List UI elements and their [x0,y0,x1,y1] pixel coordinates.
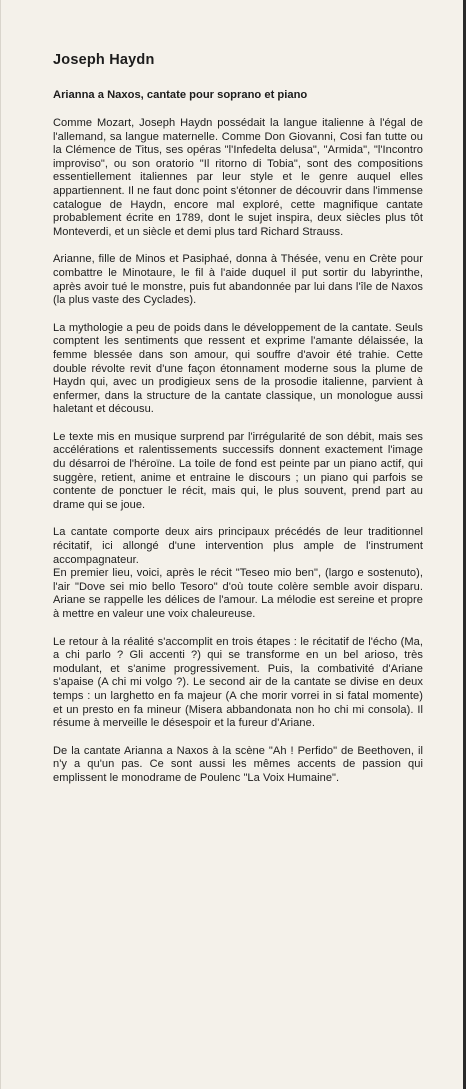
paragraph-text-music: Le texte mis en musique surprend par l'irrégularité de son débit, mais ses accélérations et ralentissements successifs donnent exactement l'image du désarroi de l'héroïne. La toile de fond est peinte par un piano actif, qui suggère, retient, anime et entraine le discours ; un piano qui parfois se contente de ponctuer le récit, mais qui, le plus souvent, prend part au drame qui se joue. [53,430,423,511]
paragraph-second-air: Le retour à la réalité s'accomplit en trois étapes : le récitatif de l'écho (Ma, a chi parlo ? Gli accenti ?) qui se transforme en un bel arioso, très modulant, et s'anime progressivement. Puis, la combativité d'Ariane s'apaise (A chi mi volgo ?). Le second air de la cantate se divise en deux temps : un larghetto en fa majeur (A che morir vorrei in si fatal momente) et un presto en fa mineur (Misera abbandonata non ho chi mi consola). Il résume à merveille le désespoir et la fureur d'Ariane. [53,635,423,730]
paragraph-intro: Comme Mozart, Joseph Haydn possédait la langue italienne à l'égal de l'allemand, sa langue maternelle. Comme Don Giovanni, Cosi fan tutte ou la Clémence de Titus, ses opéras "l'Infedelta delusa", "Armida", "l'Incontro improviso", ou son oratorio "Il ritorno di Tobia", sont des compositions essentiellement italiennes par leur style et le genre auquel elles appartiennent. Il ne faut donc point s'étonner de découvrir dans l'immense catalogue de Haydn, encore mal exploré, cette magnifique cantate probablement écrite en 1789, dont le sujet inspira, deux siècles plus tôt Monteverdi, et un siècle et demi plus tard Richard Strauss. [53,117,423,238]
composer-heading: Joseph Haydn [53,52,155,68]
paragraph-structure: La cantate comporte deux airs principaux précédés de leur traditionnel récitatif, ici allongé d'une intervention plus ample de l'instrument accompagnateur. [53,526,423,566]
paragraph-first-air: En premier lieu, voici, après le récit "Teseo mio ben", (largo e sostenuto), l'air "Dove sei mio bello Tesoro" d'où toute colère semble avoir disparu. Ariane se rappelle les délices de l'amour. La mélodie est sereine et propre à mettre en valeur une voix chaleureuse. [53,567,423,620]
document-body [53,52,423,800]
paragraph-sentiments: La mythologie a peu de poids dans le développement de la cantate. Seuls comptent les sentiments que ressent et exprime l'amante délaissée, la femme blessée dans son amour, qui souffre d'avoir été trahie. Cette double révolte revit d'une façon étonnament moderne sous la plume de Haydn qui, avec un prodigieux sens de la prosodie italienne, parvient à enfermer, dans la structure de la cantate classique, un monologue aussi haletant et décousu. [53,321,423,416]
work-title: Arianna a Naxos, cantate pour soprano et piano [53,89,308,101]
paragraph-conclusion: De la cantate Arianna a Naxos à la scène "Ah ! Perfido" de Beethoven, il n'y a qu'un pas. Ce sont aussi les mêmes accents de passion qui emplissent le monodrame de Poulenc "La Voix Humaine". [53,744,423,784]
paragraph-myth: Arianne, fille de Minos et Pasiphaé, donna à Thésée, venu en Crète pour combattre le Minotaure, le fil à l'aide duquel il put sortir du labyrinthe, après avoir tué le monstre, puis fut abandonnée par lui dans l'île de Naxos (la plus vaste des Cyclades). [53,253,423,307]
